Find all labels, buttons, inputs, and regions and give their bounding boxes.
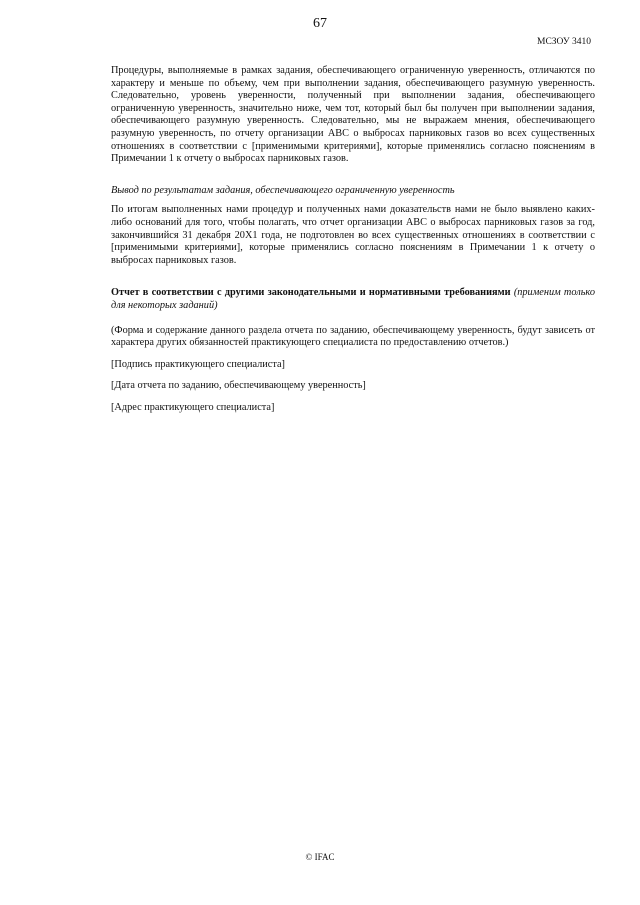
legal-heading-text: Отчет в соответствии с другими законодательными и нормативными требованиями <box>111 287 511 299</box>
page-number: 67 <box>313 16 327 31</box>
legal-heading-note: (применим только для некоторых заданий) <box>111 287 596 311</box>
paragraph-limited-assurance-procedures: Процедуры, выполняемые в рамках задания, обеспечивающего ограниченную уверенность, отличаются по характеру и меньше по объему, чем при выполнении задания, обеспечивающего разумную уверенность. Следовательно, уровень уверенности, полученный при выполнении задания, обеспечивающего ограниченную уверенность, значительно ниже, чем тот, который был бы получен при выполнении задания, обеспечивающего разумную уверенность. Следовательно, мы не выражаем мнения, обеспечивающего разумную уверенность, по отчету организации ABC о выбросах парниковых газов во всех существенных отношениях в соответствии с [применимыми критериями], которые применялись согласно пояснениям в Примечании 1 к отчету о выбросах парниковых газов. <box>111 65 595 165</box>
document-code: МСЗОУ 3410 <box>537 37 591 47</box>
footer-copyright: © IFAC <box>305 852 335 862</box>
signature-placeholder: [Подпись практикующего специалиста] <box>111 358 285 370</box>
legal-requirements-heading <box>111 287 595 312</box>
conclusion-heading: Вывод по результатам задания, обеспечивающего ограниченную уверенность <box>111 184 455 196</box>
document-body <box>111 65 595 414</box>
date-placeholder: [Дата отчета по заданию, обеспечивающему уверенность] <box>111 380 366 392</box>
address-placeholder: [Адрес практикующего специалиста] <box>111 401 275 413</box>
paragraph-conclusion: По итогам выполненных нами процедур и полученных нами доказательств нами не было выявлено каких-либо оснований для того, чтобы полагать, что отчет организации ABC о выбросах парниковых газов за год, закончившийся 31 декабря 20X1 года, не подготовлен во всех существенных отношениях в соответствии с [применимыми критериями], которые применялись согласно пояснениям в Примечании 1 к отчету о выбросах парниковых газов. <box>111 204 595 266</box>
paragraph-form-and-content: (Форма и содержание данного раздела отчета по заданию, обеспечивающему уверенность, будут зависеть от характера других обязанностей практикующего специалиста по предоставлению отчетов.) <box>111 324 595 349</box>
